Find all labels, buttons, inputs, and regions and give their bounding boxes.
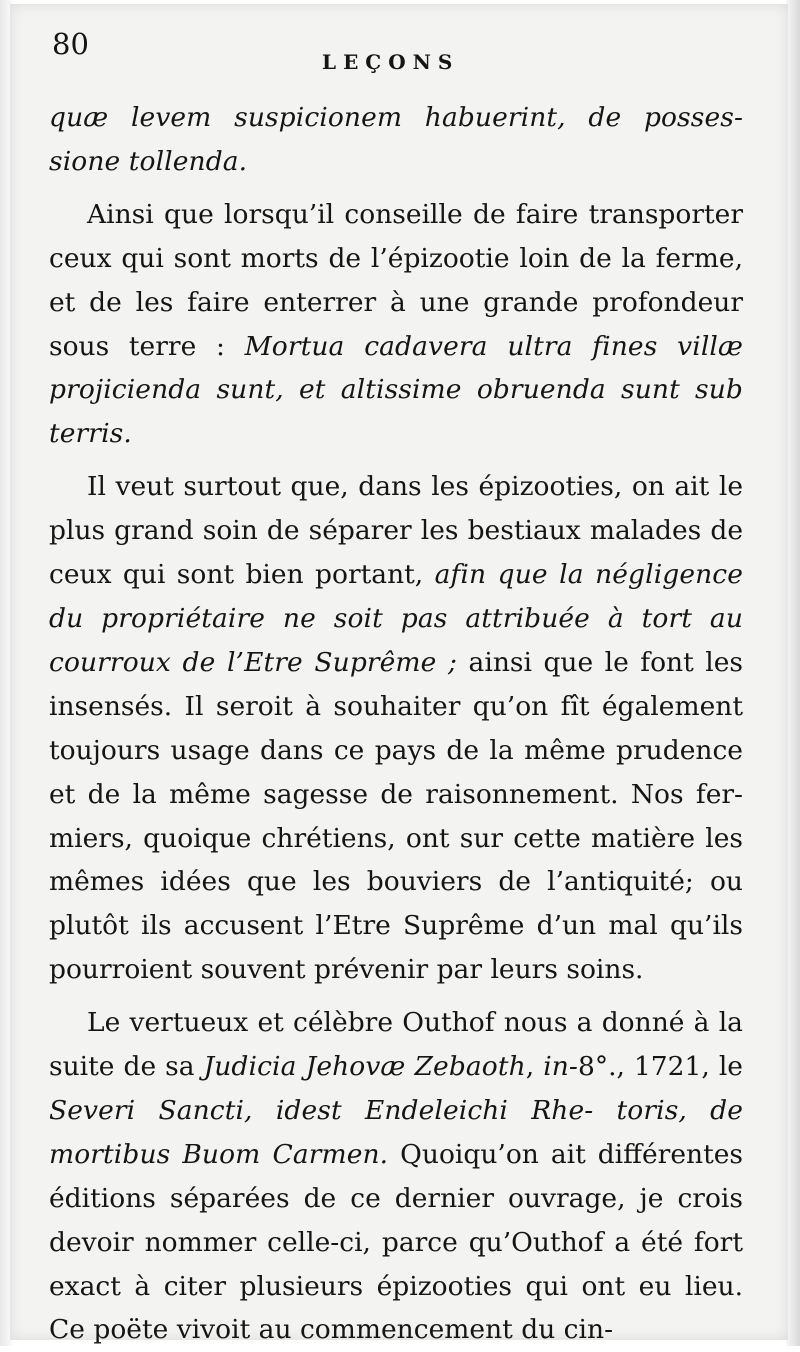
latin-quote-continuation: quæ levem suspicionem habuerint, de posses- sione tollenda. (49, 102, 743, 177)
paragraph-1 (49, 96, 743, 184)
page-right-edge (786, 0, 800, 1346)
paragraph-3-italic: afin que la négligence du propriétaire ne soit pas attribuée à tort au courroux de l’Etre Suprême ; (49, 559, 744, 678)
paragraph-4 (49, 1001, 743, 1352)
running-head: LEÇONS (322, 50, 460, 74)
paragraph-3 (49, 465, 743, 992)
book-title-judicia: Judicia Jehovæ Zebaoth (203, 1051, 526, 1083)
paragraph-4-date: 8°., 1721, le (577, 1051, 743, 1083)
body-text (49, 96, 743, 1352)
page-number: 80 (52, 27, 89, 61)
paragraph-3-text-start: Il veut surtout que, dans les épizooties, on ait le plus grand soin de séparer les bestiaux malades de ceux qui sont bien portant, (49, 471, 743, 591)
paragraph-4-comma: , (525, 1051, 544, 1083)
format-in: in- (543, 1051, 578, 1083)
book-title-carmen: Severi Sancti, idest Endeleichi Rhe- toris, de mortibus Buom Carmen. (49, 1094, 743, 1170)
paragraph-2 (49, 193, 743, 456)
paragraph-4-text-start: Le vertueux et célèbre Outhof nous a donné à la suite de sa (49, 1007, 743, 1083)
latin-quote: Mortua cadavera ultra fines villæ projicienda sunt, et altissime obruenda sunt sub terris. (49, 330, 743, 450)
paragraph-3-text-end: ainsi que le font les insensés. Il seroit à souhaiter qu’on fît également toujours usage dans ce pays de la même prudence et de la même sagesse de raisonnement. Nos fer- miers, quoique chrétiens, ont sur cette matière les mêmes idées que les bouviers de l’antiquité; ou plutôt ils accusent l’Etre Suprême d’un mal qu’ils pourroient souvent prévenir par leurs soins. (49, 646, 743, 986)
paragraph-2-text: Ainsi que lorsqu’il conseille de faire transporter ceux qui sont morts de l’épizootie loin de la ferme, et de les faire enterrer à une grande profondeur sous terre : (49, 198, 743, 362)
paragraph-4-text-end: Quoiqu’on ait différentes éditions séparées de ce dernier ouvrage, je crois devoir nommer celle-ci, parce qu’Outhof a été fort exact à citer plusieurs épizooties qui ont eu lieu. Ce poëte vivoit au commencement du cin- (49, 1138, 743, 1346)
